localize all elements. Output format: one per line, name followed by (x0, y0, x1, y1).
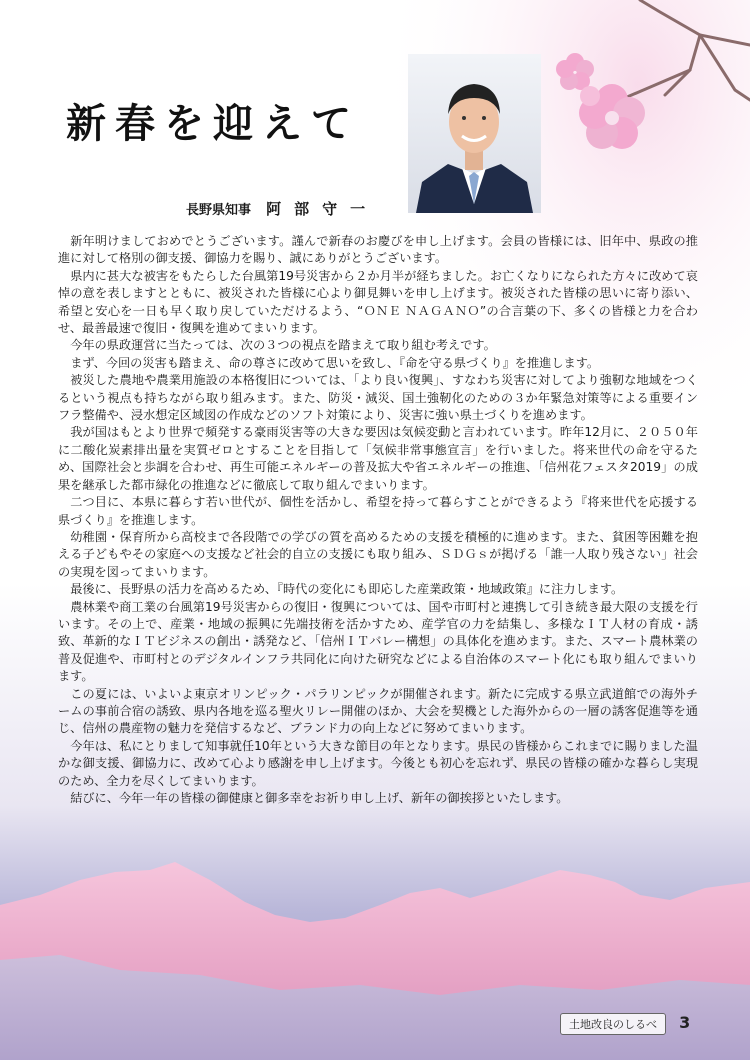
page-number: 3 (679, 1013, 691, 1032)
paragraph: 県内に甚大な被害をもたらした台風第19号災害から２か月半が経ちました。お亡くなりになられた方々に改めて哀悼の意を表しますとともに、被災された皆様に心より御見舞いを申し上げます。被災された皆様の思いに寄り添い、希望と安心を一日も早く取り戻していただけるよう、“ＯＮＥ ＮＡＧＡＮＯ”の合言葉の下、多くの皆様と力を合わせ、最善最速で復旧・復興を進めてまいります。 (58, 268, 698, 336)
paragraph: 二つ目に、本県に暮らす若い世代が、個性を活かし、希望を持って暮らすことができるよう『将来世代を応援する県づくり』を推進します。 (58, 495, 698, 527)
paragraph: 被災した農地や農業用施設の本格復旧については、「より良い復興」、すなわち災害に対してより強靭な地域をつくるという視点も持ちながら取り組みます。また、防災・減災、国土強靭化のための３か年緊急対策等による重要インフラ整備や、浸水想定区域図の作成などのソフト対策により、災害に強い県土づくりを進めます。 (58, 373, 698, 423)
paragraph: 今年は、私にとりまして知事就任10年という大きな節目の年となります。県民の皆様からこれまでに賜りました温かな御支援、御協力に、改めて心より感謝を申し上げます。今後とも初心を忘れず、県民の皆様の確かな暮らし実現のため、全力を尽くしてまいります。 (58, 738, 698, 788)
paragraph: 農林業や商工業の台風第19号災害からの復旧・復興については、国や市町村と連携して引き続き最大限の支援を行います。その上で、産業・地域の振興に先端技術を活かすため、産学官の力を結集し、多様なＩＴ人材の育成・誘致、革新的なＩＴビジネスの創出・誘発など、「信州ＩＴバレー構想」の具体化を進めます。また、スマート農林業の普及促進や、市町村とのデジタルインフラ共同化に向けた研究などによる自治体のスマート化にも取り組んでまいります。 (58, 599, 698, 684)
paragraph: 結びに、今年一年の皆様の御健康と御多幸をお祈り申し上げ、新年の御挨拶といたします。 (70, 791, 569, 805)
governor-portrait (408, 54, 541, 213)
paragraph: 最後に、長野県の活力を高めるため、『時代の変化にも即応した産業政策・地域政策』に注力します。 (70, 582, 624, 597)
paragraph: 新年明けましておめでとうございます。謹んで新春のお慶びを申し上げます。会員の皆様には、旧年中、県政の推進に対して格別の御支援、御協力を賜り、誠にありがとうございます。 (58, 234, 698, 266)
page-title: 新春を迎えて (66, 100, 360, 147)
paragraph: まず、今回の災害も踏まえ、命の尊さに改めて思いを致し、『命を守る県づくり』を推進します。 (70, 355, 600, 370)
author-line (186, 198, 378, 219)
publication-name: 土地改良のしるべ (560, 1013, 666, 1035)
paragraph: 幼稚園・保育所から高校まで各段階での学びの質を高めるための支援を積極的に進めます。また、貧困等困難を抱える子どもやその家庭への支援など社会的自立の支援にも取り組み、ＳＤＧｓが掲げる「誰一人取り残さない」社会の実現を図ってまいります。 (58, 529, 698, 579)
paragraph: 我が国はもとより世界で頻発する豪雨災害等の大きな要因は気候変動と言われています。昨年12月に、２０５０年に二酸化炭素排出量を実質ゼロとすることを目指して「気候非常事態宣言」を行いました。将来世代の命を守るため、国際社会と歩調を合わせ、再生可能エネルギーの普及拡大や省エネルギーの推進、「信州花フェスタ2019」の成果を継承した都市緑化の推進などに徹底して取り組んでまいります。 (58, 425, 698, 492)
page-footer (560, 1013, 690, 1035)
paragraph: この夏には、いよいよ東京オリンピック・パラリンピックが開催されます。新たに完成する県立武道館での海外チームの事前合宿の誘致、県内各地を巡る聖火リレー開催のほか、大会を契機とした海外からの一層の誘客促進等を通じ、信州の農産物の魅力を発信するなど、ブランド力の向上などに努めてまいります。 (58, 686, 698, 736)
author-role: 長野県知事 (186, 203, 252, 218)
author-name: 阿部守一 (266, 200, 379, 218)
paragraph: 今年の県政運営に当たっては、次の３つの視点を踏まえて取り組む考えです。 (70, 338, 496, 353)
article-body (58, 233, 698, 807)
